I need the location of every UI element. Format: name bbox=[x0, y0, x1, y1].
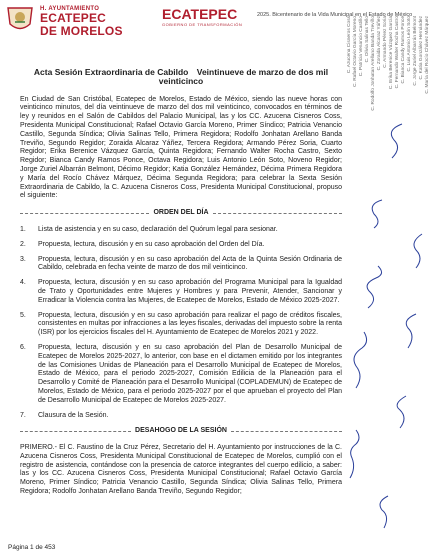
divider-right bbox=[213, 213, 342, 214]
org-name-line-2: DE MORELOS bbox=[40, 24, 123, 38]
agenda-number: 5. bbox=[20, 311, 26, 319]
divider-right bbox=[231, 431, 342, 432]
signature-name: C. Zoraida Alcaraz Yáñez bbox=[377, 16, 382, 71]
brand-name: ECATEPEC bbox=[162, 6, 238, 22]
brand-subtitle: GOBIERNO DE TRANSFORMACIÓN bbox=[162, 22, 243, 27]
agenda-item bbox=[20, 226, 342, 235]
org-small-label: H. AYUNTAMIENTO bbox=[40, 6, 100, 12]
handwritten-signatures-icon bbox=[344, 8, 428, 553]
signature-name: C. Armando Pérez Soria bbox=[383, 16, 388, 68]
agenda-item bbox=[20, 412, 342, 421]
document-body bbox=[20, 48, 342, 505]
page-number: Página 1 de 453 bbox=[8, 544, 56, 551]
signature-name: C. Azucena Cisneros Coss bbox=[347, 16, 352, 74]
org-name-line-1: ECATEPEC bbox=[40, 11, 107, 25]
agenda-heading bbox=[20, 209, 342, 218]
signature-name: C. Luis Antonio León Soto bbox=[407, 16, 412, 72]
agenda-text: Clausura de la Sesión. bbox=[38, 411, 109, 419]
agenda-text: Propuesta, lectura, discusión y en su caso aprobación del Programa Municipal para la Igualdad de Trato y Oportunidades entre Mujeres y Hombres y para Prevenir, Atender, Sancionar y Erradicar la Violencia contra las Mujeres, de Ecatepec de Morelos, Estado de México 2025-2027. bbox=[38, 279, 342, 304]
agenda-number: 2. bbox=[20, 240, 26, 248]
agenda-number: 7. bbox=[20, 411, 26, 419]
title-main: Acta Sesión Extraordinaria de Cabildo bbox=[33, 67, 189, 77]
agenda-item bbox=[20, 312, 342, 338]
agenda-number: 3. bbox=[20, 255, 26, 263]
signature-name: C. Rafael Octavio García Moreno bbox=[353, 16, 358, 87]
agenda-number: 6. bbox=[20, 343, 26, 351]
desahogo-heading bbox=[20, 427, 342, 436]
agenda-text: Lista de asistencia y en su caso, declaración del Quórum legal para sesionar. bbox=[38, 225, 278, 233]
signature-name: C. Erika Berenice Vázquez García bbox=[389, 16, 394, 90]
agenda-item bbox=[20, 241, 342, 250]
agenda-number: 4. bbox=[20, 279, 26, 287]
signature-name: C. Jorge Zuriel Albarrán Belmont bbox=[413, 16, 418, 86]
primero-paragraph: PRIMERO.- El C. Faustino de la Cruz Pérez, Secretario del H. Ayuntamiento por instrucciones de la C. Azucena Cisneros Coss, Presidenta Municipal Constitucional de Ecatepec de Morelos, cumplió con el registro de asistencia, contándose con la presencia de catorce integrantes del cuerpo edilicio, a saber: las y los CC. Azucena Cisneros Coss, Presidenta Municipal Constitucional; Rafael Octavio García Moreno, Primer Síndico; Patricia Venancio Castillo, Segunda Síndica; Olivia Salinas Tello, Primera Regidora; Rodolfo Jonhatan Arellano Banda Treviño, Segundo Regidor; bbox=[20, 444, 342, 496]
agenda-item bbox=[20, 256, 342, 274]
desahogo-heading-label: DESAHOGO DE LA SESIÓN bbox=[135, 427, 227, 435]
divider-left bbox=[20, 431, 131, 432]
intro-paragraph: En Ciudad de San Cristóbal, Ecatepec de Morelos, Estado de México, siendo las nueve horas con veinticinco minutos, del día veintinueve de marzo del dos mil veinticinco, convocados en términos de ley y reunidos en el Salón de Cabildos del Palacio Municipal, las y los CC. Azucena Cisneros Coss, Presidenta Municipal Constitucional; Rafael Octavio García Moreno, Primer Síndico; Patricia Venancio Castillo, Segunda Síndica; Olivia Salinas Tello, Primera Regidora; Rodolfo Jonhatan Arellano Banda Treviño, Segundo Regidor; Zoraida Alcaraz Yáñez, Tercera Regidora; Armando Pérez Soria, Cuarto Regidor; Erika Berenice Vázquez García, Quinta Regidora; Fernando Walter Rocha Castro, Sexto Regidor; Bianca Candy Ramos Ponce, Octava Regidora; Luis Antonio León Soto, Noveno Regidor; Jorge Zuriel Albarrán Belmont, Décimo Regidor; Katia González Hernández, Décima Primera Regidora y María del Rocío Chávez Márquez, Décima Segunda Regidora; para celebrar la Sexta Sesión Extraordinaria de Cabildo, la C. Azucena Cisneros Coss, Presidenta Municipal Constitucional, propuso el siguiente: bbox=[20, 95, 342, 200]
agenda-list bbox=[20, 226, 342, 420]
document-title bbox=[20, 68, 342, 86]
signature-name: C. Fernando Walter Rocha Castro bbox=[395, 16, 400, 89]
signature-margin bbox=[344, 8, 428, 553]
municipal-seal-icon bbox=[4, 4, 36, 34]
agenda-text: Propuesta, lectura, discusión y en su caso aprobación para realizar el pago de créditos fiscales, consistentes en multas por infracciones a las leyes fiscales, derivadas del impuesto sobre la renta (ISR) por los ejercicios fiscales del H. Ayuntamiento de Ecatepec de Morelos 2021 y 2022. bbox=[38, 311, 342, 337]
agenda-text: Propuesta, lectura, discusión y en su caso aprobación del Plan de Desarrollo Municipal de Ecatepec de Morelos 2025-2027, lo anterior, con base en el dictamen emitido por los integrantes de las Comisiones Unidas de Planeación para el Desarrollo Municipal de Ecatepec de Morelos, Estado de México, para el periodo 2025-2027, Comisión Edilicia de la Planeación para el Desarrollo y Comité de Planeación para el Desarrollo Municipal (COPLADEMUN) de Ecatepec de Morelos, Estado de México, para el periodo 2025-2027 por el que aprueban el proyecto del Plan de Desarrollo Municipal de Ecatepec de Morelos 2025-2027. bbox=[38, 343, 342, 404]
signature-name: C. Patricia Venancio Castillo bbox=[359, 16, 364, 77]
organization-name bbox=[40, 6, 123, 37]
agenda-text: Propuesta, lectura, discusión y en su caso aprobación del Orden del Día. bbox=[38, 240, 265, 248]
agenda-heading-label: ORDEN DEL DÍA bbox=[153, 209, 209, 217]
brand-logo bbox=[162, 6, 242, 27]
signature-name: C. Bianca Candy Ramos Ponce bbox=[401, 16, 406, 84]
signature-name: C. María del Rocío Chávez Márquez bbox=[425, 16, 430, 94]
agenda-text: Propuesta, lectura, discusión y en su caso aprobación del Acta de la Quinta Sesión Ordinaria de Cabildo, celebrada en fecha veinte de marzo de dos mil veinticinco. bbox=[38, 255, 342, 272]
agenda-item bbox=[20, 344, 342, 406]
signature-name: C. Rodolfo Jonhatan Arellano Banda Treviño bbox=[371, 16, 376, 111]
divider-left bbox=[20, 213, 149, 214]
agenda-number: 1. bbox=[20, 225, 26, 233]
agenda-item bbox=[20, 279, 342, 305]
signature-name: C. Olivia Salinas Tello bbox=[365, 16, 370, 63]
title-date: Veintinueve de marzo de dos mil veinticinco bbox=[158, 67, 329, 86]
signature-name: C. Katia González Hernández bbox=[419, 16, 424, 80]
bicentennial-legend: 2025. Bicentenario de la Vida Municipal en el Estado de México bbox=[257, 12, 413, 18]
